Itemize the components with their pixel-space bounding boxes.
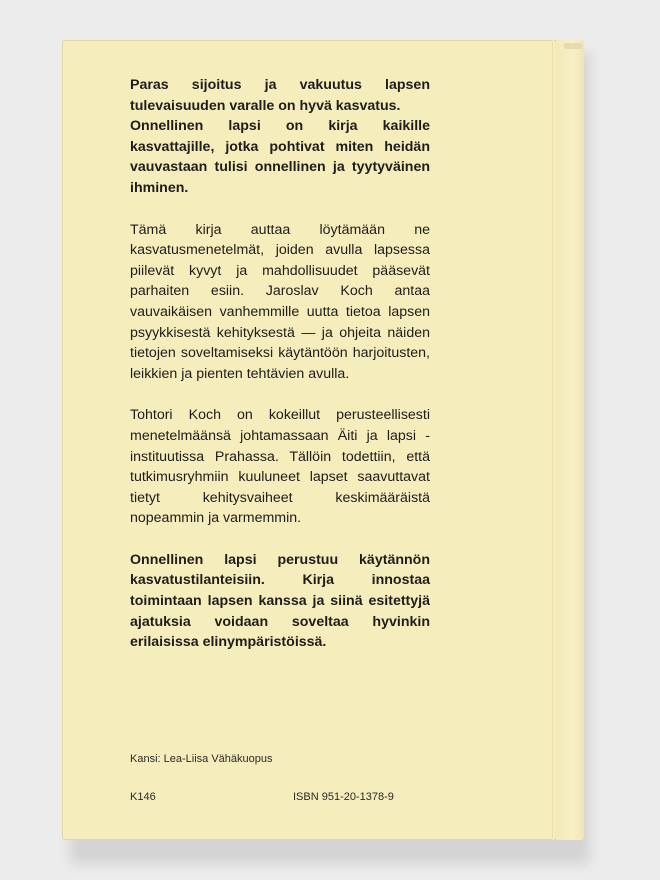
isbn: ISBN 951-20-1378-9 [293,791,394,803]
spine-edge [556,40,584,840]
corner-wear [564,43,582,49]
paragraph-closing: Onnellinen lapsi perustuu käytännön kasvatustilanteisiin. Kirja innostaa toimintaan lapsen kanssa ja siinä esitettyjä ajatuksia voidaan soveltaa hyvinkin erilaisissa elinympäristöissä. [130,551,430,651]
cover-credit: Kansi: Lea-Liisa Vähäkuopus [130,753,273,765]
paragraph-method: Tämä kirja auttaa löytämään ne kasvatusmenetelmät, joiden avulla lapsessa piilevät kyvyt ja mahdollisuudet pääsevät parhaiten esiin. Jaroslav Koch antaa vauvaikäisen vanhemmille uutta tietoa lapsen psyykkisestä kehityksestä — ja ohjeita näiden tietojen soveltamiseksi käytäntöön harjoitusten, leikkien ja pienten tehtävien avulla. [130,221,430,382]
book-back-cover [62,40,584,840]
intro-sentence-1: Paras sijoitus ja vakuutus lapsen tulevaisuuden varalle on hyvä kasvatus. [130,77,430,114]
spine-hinge [552,40,554,840]
paragraph-research: Tohtori Koch on kokeillut perusteellisesti menetelmäänsä johtamassaan Äiti ja lapsi -instituutissa Prahassa. Tällöin todettiin, että tutkimusryhmiin kuuluneet lapset saavuttavat tietyt kehitysvaiheet keskimääräistä nopeammin ja varmemmin. [130,407,430,527]
product-code: K146 [130,791,156,803]
intro-sentence-2: Onnellinen lapsi on kirja kaikille kasvattajille, jotka pohtivat miten heidän vauvastaan tulisi onnellinen ja tyytyväinen ihminen. [130,118,430,196]
blurb-text [130,75,430,653]
